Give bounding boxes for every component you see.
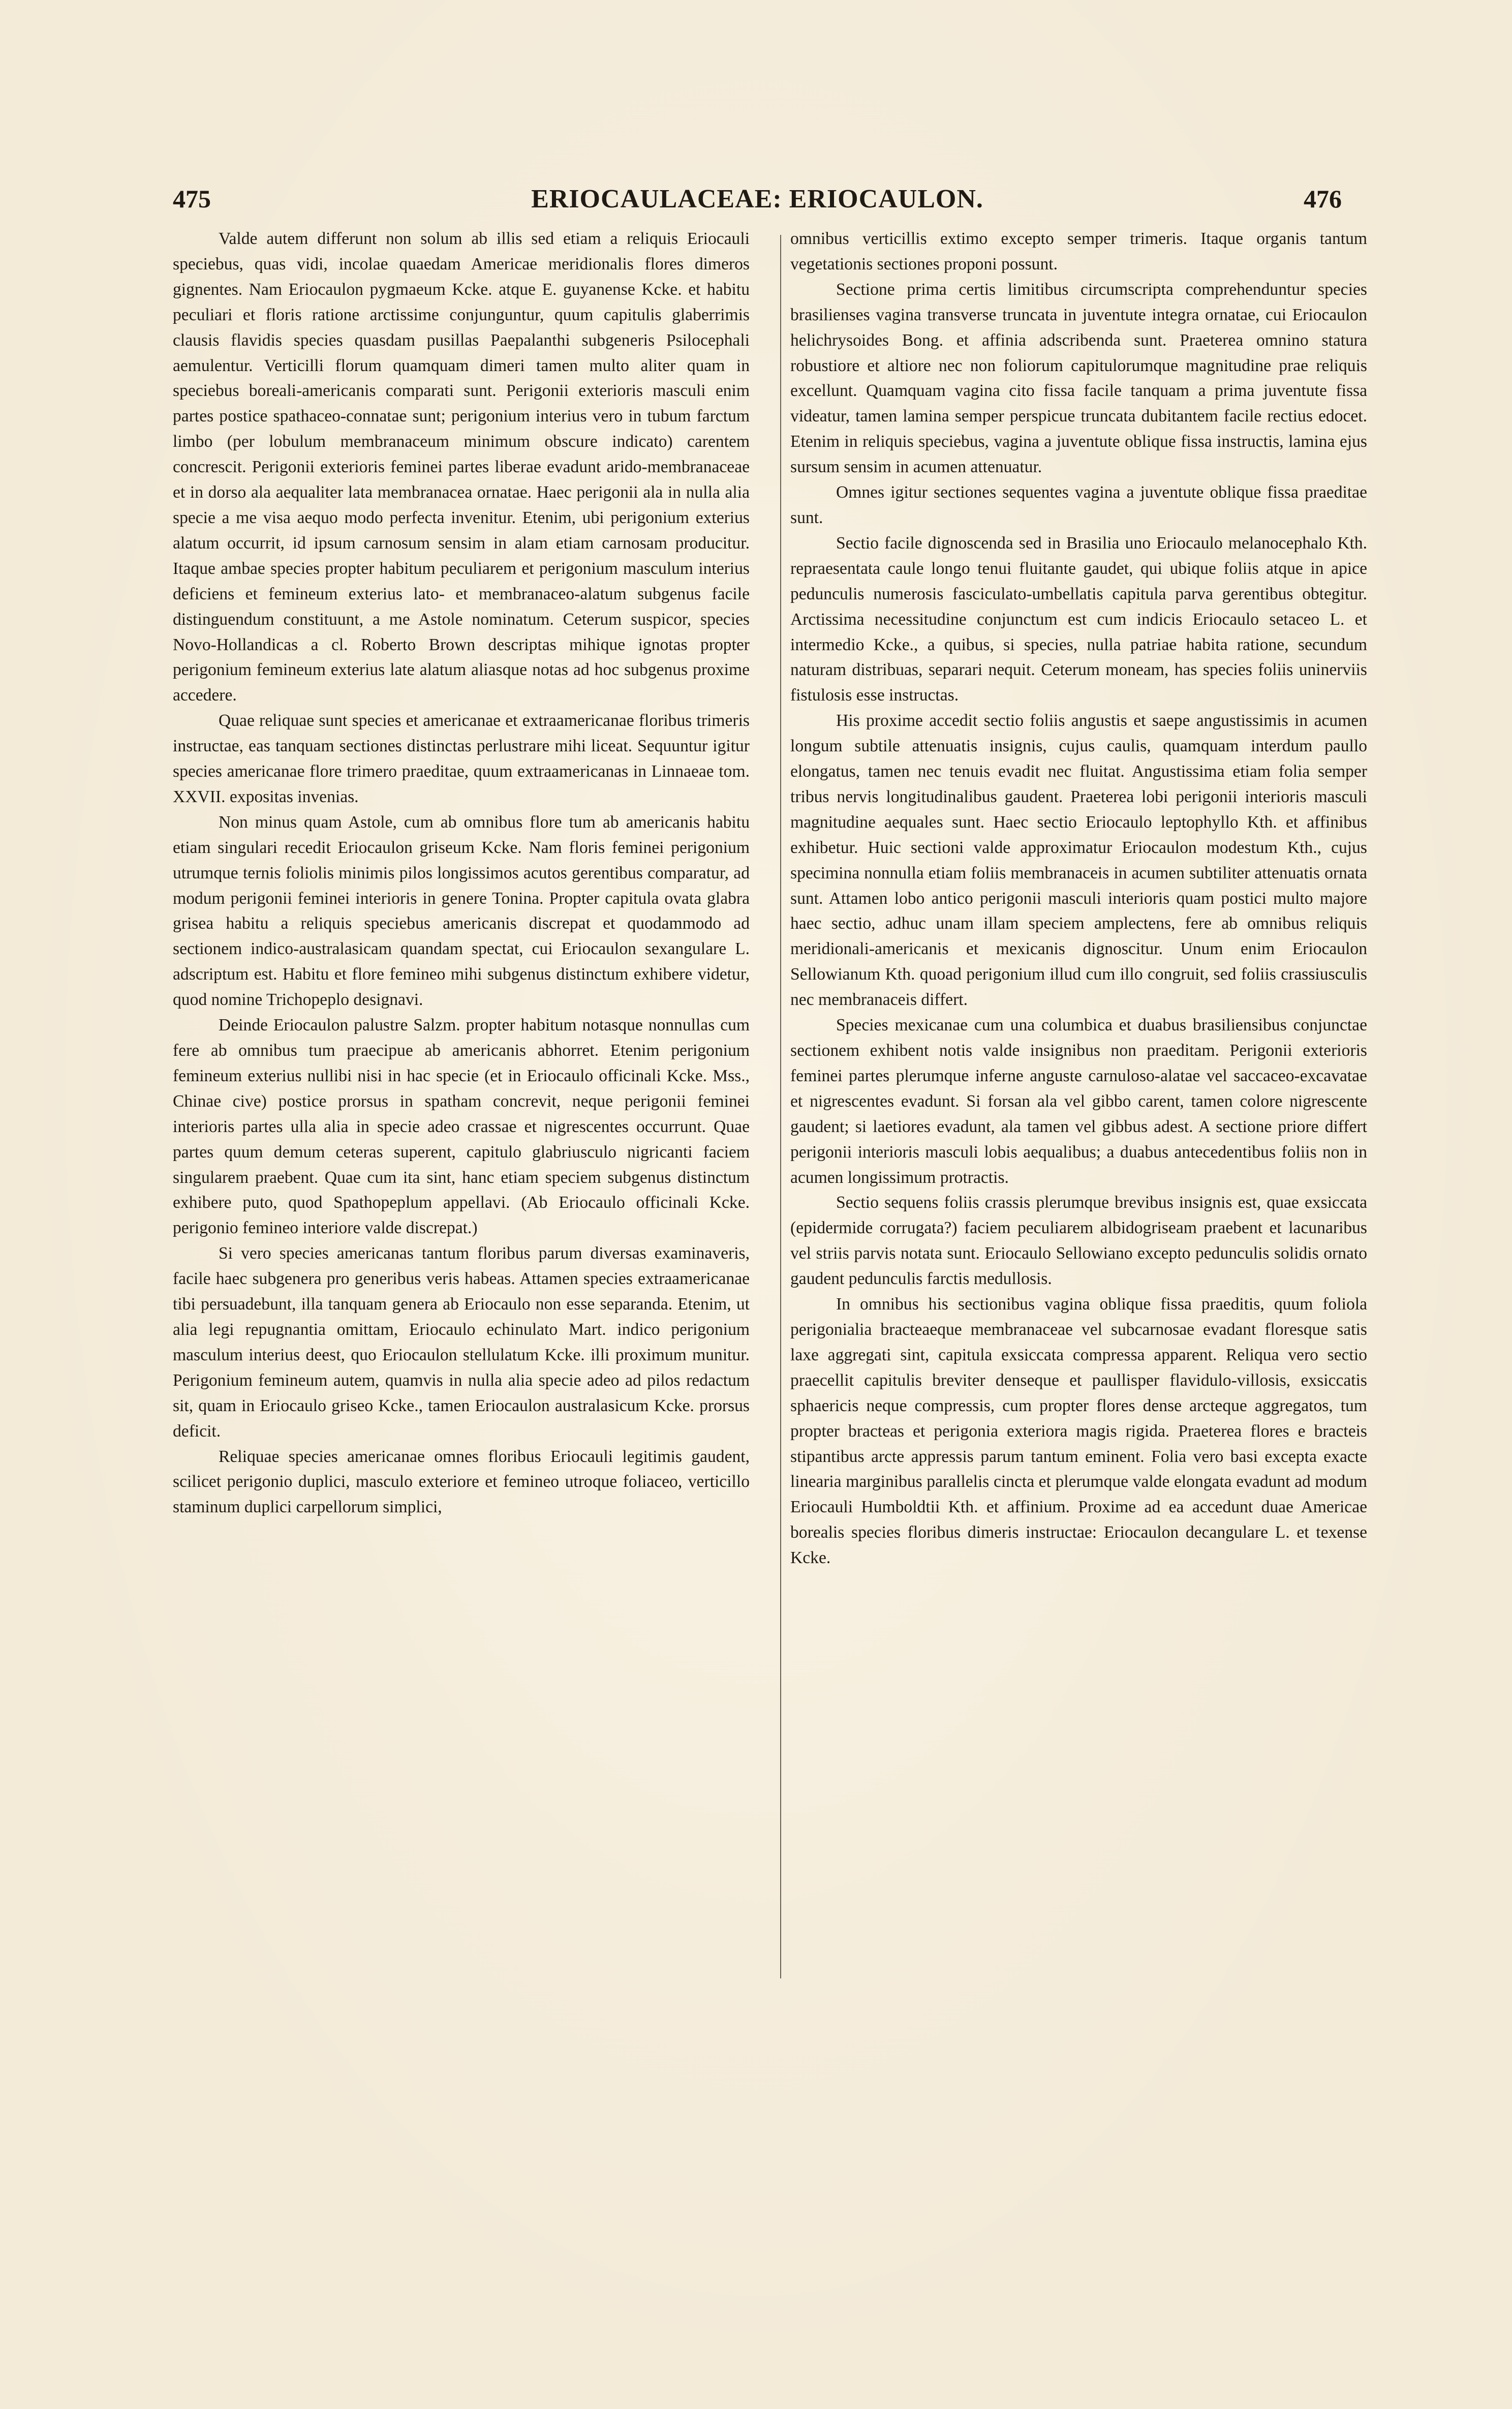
- paragraph: Reliquae species americanae omnes floribus Eriocauli legitimis gaudent, scilicet perigonio duplici, masculo exteriore et femineo utroque foliaceo, verticillo staminum duplici carpellorum simplici,: [173, 1447, 750, 1517]
- left-column: [173, 226, 750, 1520]
- page-number-left: 475: [173, 185, 211, 213]
- paragraph: Non minus quam Astole, cum ab omnibus flore tum ab americanis habitu etiam singulari recedit Eriocaulon griseum Kcke. Nam floris feminei perigonium utrumque ternis foliolis minimis pilos longissimos acutos gerentibus comparatur, ad modum perigonii feminei interioris in genere Tonina. Propter capitula ovata glabra grisea habitu a reliquis speciebus americanis discrepat et quodammodo ad sectionem indico-australasicam quandam spectat, cui Eriocaulon sexangulare L. adscriptum est. Habitu et flore femineo mihi subgenus distinctum exhibere videtur, quod nomine Trichopeplo designavi.: [173, 812, 750, 1010]
- page-number-right: 476: [1304, 185, 1342, 213]
- paragraph: Species mexicanae cum una columbica et duabus brasiliensibus conjunctae sectionem exhibent notis valde insignibus non praeditam. Perigonii exterioris feminei partes plerumque inferne anguste carnuloso-alatae vel saccaceo-excavatae et nigrescentes evadunt. Si forsan ala vel gibbo carent, tamen colore nigrescente gaudent; si laetiores evadunt, ala tamen vel gibbus adest. A sectione priore differt perigonii interioris masculi lobis aequalibus; a duabus antecedentibus foliis non in acumen longissimum protractis.: [790, 1016, 1367, 1187]
- paragraph: Sectio facile dignoscenda sed in Brasilia uno Eriocaulo melanocephalo Kth. repraesentata caule longo tenui fluitante gaudet, qui ubique foliis atque in apice pedunculis numerosis fasciculato-umbellatis capitula parva gerentibus obtegitur. Arctissima necessitudine conjunctum est cum indicis Eriocaulo setaceo L. et intermedio Kcke., a quibus, si species, nulla patriae habita ratione, secundum naturam distribuas, separari nequit. Ceterum moneam, has species foliis uninerviis fistulosis esse instructas.: [790, 533, 1367, 705]
- paragraph: Valde autem differunt non solum ab illis sed etiam a reliquis Eriocauli speciebus, quas vidi, incolae quaedam Americae meridionalis flores dimeros gignentes. Nam Eriocaulon pygmaeum Kcke. atque E. guyanense Kcke. et habitu peculiari et floris ratione arctissime conjunguntur, quum capitulis glaberrimis clausis flavidis species quasdam pusillas Paepalanthi subgeneris Psilocephali aemulentur. Verticilli florum quamquam dimeri tamen multo aliter quam in speciebus boreali-americanis comparati sunt. Perigonii exterioris masculi enim partes postice spathaceo-connatae sunt; perigonium interius vero in tubum farctum limbo (per lobulum membranaceum minimum obscure indicato) carentem concrescit. Perigonii exterioris feminei partes liberae evadunt arido-membranaceae et in dorso ala aequaliter lata membranacea ornatae. Haec perigonii ala in nulla alia specie a me visa aequo modo perfecta invenitur. Etenim, ubi perigonium exterius alatum occurrit, id ipsum carnosum sensim in alam etiam carnosam producitur. Itaque ambae species propter habitum peculiarem et perigonium masculum interius deficiens et femineum exterius lato- et membranaceo-alatum subgenus facile distinguendum constituunt, a me Astole nominatum. Ceterum suspicor, species Novo-Hollandicas a cl. Roberto Brown descriptas mihique ignotas propter perigonium femineum exterius late alatum aliasque notas ad hoc subgenus proxime accedere.: [173, 229, 750, 705]
- running-title: ERIOCAULACEAE: ERIOCAULON.: [531, 185, 983, 214]
- paragraph: Quae reliquae sunt species et americanae et extraamericanae floribus trimeris instructae, eas tanquam sectiones distinctas perlustrare mihi liceat. Sequuntur igitur species americanae flore trimero praeditae, quum extraamericanas in Linnaeae tom. XXVII. expositas invenias.: [173, 711, 750, 806]
- paragraph: Omnes igitur sectiones sequentes vagina a juventute oblique fissa praeditae sunt.: [790, 483, 1367, 527]
- paragraph: Sectione prima certis limitibus circumscripta comprehenduntur species brasilienses vagina transverse truncata in juventute integra ornatae, cui Eriocaulon helichrysoides Bong. et affinia adscribenda sunt. Praeterea omnino statura robustiore et altiore nec non foliorum capitulorumque magnitudine prae reliquis excellunt. Quamquam vagina cito fissa facile tanquam a prima juventute fissa videatur, tamen lamina semper perspicue truncata dubitantem facile rectius edocet. Etenim in reliquis speciebus, vagina a juventute oblique fissa instructis, lamina ejus sursum sensim in acumen attenuatur.: [790, 280, 1367, 477]
- paragraph: Sectio sequens foliis crassis plerumque brevibus insignis est, quae exsiccata (epidermide corrugata?) faciem peculiarem albidogriseam praebent et lacunaribus vel striis parvis notata sunt. Eriocaulo Sellowiano excepto pedunculis solidis ornato gaudent pedunculis farctis medullosis.: [790, 1193, 1367, 1289]
- page-header: [173, 184, 1342, 220]
- column-divider: [780, 235, 781, 1978]
- paragraph-continued: omnibus verticillis extimo excepto semper trimeris. Itaque organis tantum vegetationis sectiones proponi possunt.: [790, 229, 1367, 273]
- right-column: [790, 226, 1367, 1571]
- paragraph: Si vero species americanas tantum floribus parum diversas examinaveris, facile haec subgenera pro generibus veris habeas. Attamen species extraamericanae tibi persuadebunt, illa tanquam genera ab Eriocaulo non esse separanda. Etenim, ut alia legi repugnantia omittam, Eriocaulo echinulato Mart. indico perigonium masculum interius deest, quo Eriocaulon stellulatum Kcke. illi proximum munitur. Perigonium femineum autem, quamvis in nulla alia specie adeo ad pilos redactum sit, quam in Eriocaulo griseo Kcke., tamen Eriocaulon australasicum Kcke. prorsus deficit.: [173, 1244, 750, 1441]
- paragraph: Deinde Eriocaulon palustre Salzm. propter habitum notasque nonnullas cum fere ab omnibus tum praecipue ab americanis abhorret. Etenim perigonium femineum exterius nullibi nisi in hac specie (et in Eriocaulo officinali Kcke. Mss., Chinae cive) postice prorsus in spatham concrevit, neque perigonii feminei interioris partes ulla alia in specie adeo crassae et nigrescentes occurrunt. Quae partes quum demum ceteras superent, capitulo glabriusculo nigricanti faciem singularem praebent. Quae cum ita sint, hanc etiam speciem subgenus distinctum exhibere puto, quod Spathopeplum appellavi. (Ab Eriocaulo officinali Kcke. perigonio femineo interiore valde discrepat.): [173, 1016, 750, 1238]
- paragraph: His proxime accedit sectio foliis angustis et saepe angustissimis in acumen longum subtile attenuatis insignis, cujus caulis, quamquam interdum paullo elongatus, tamen nec tenuis evadit nec fluitat. Angustissima etiam folia semper tribus nervis longitudinalibus gaudent. Praeterea lobi perigonii interioris masculi magnitudine aequales sunt. Haec sectio Eriocaulo leptophyllo Kth. et affinibus exhibetur. Huic sectioni valde approximatur Eriocaulon modestum Kth., cujus specimina nonnulla etiam foliis membranaceis in acumen subtiliter attenuatis ornata sunt. Attamen lobo antico perigonii masculi interioris quam postici multo majore haec sectio, adhuc unam illam speciem amplectens, fere ab omnibus reliquis meridionali-americanis et mexicanis dignoscitur. Unum enim Eriocaulon Sellowianum Kth. quoad perigonium illud cum illo congruit, sed foliis crassiusculis nec membranaceis differt.: [790, 711, 1367, 1010]
- paragraph: In omnibus his sectionibus vagina oblique fissa praeditis, quum foliola perigonialia bracteaeque membranaceae vel subcarnosae evadant floresque satis laxe aggregati sint, capitula exsiccata compressa apparent. Reliqua vero sectio praecellit capitulis breviter denseque et paullisper flavidulo-villosis, exsiccatis sphaericis neque compressis, cum propter flores dense arcteque aggregatos, tum propter bracteas et perigonia exteriora magis rigida. Praeterea flores e bracteis stipantibus arcte appressis parum tantum eminent. Folia vero basi excepta exacte linearia marginibus parallelis cincta et plerumque valde elongata evadunt ad modum Eriocauli Humboldtii Kth. et affinium. Proxime ad ea accedunt duae Americae borealis species floribus dimeris instructae: Eriocaulon decangulare L. et texense Kcke.: [790, 1295, 1367, 1568]
